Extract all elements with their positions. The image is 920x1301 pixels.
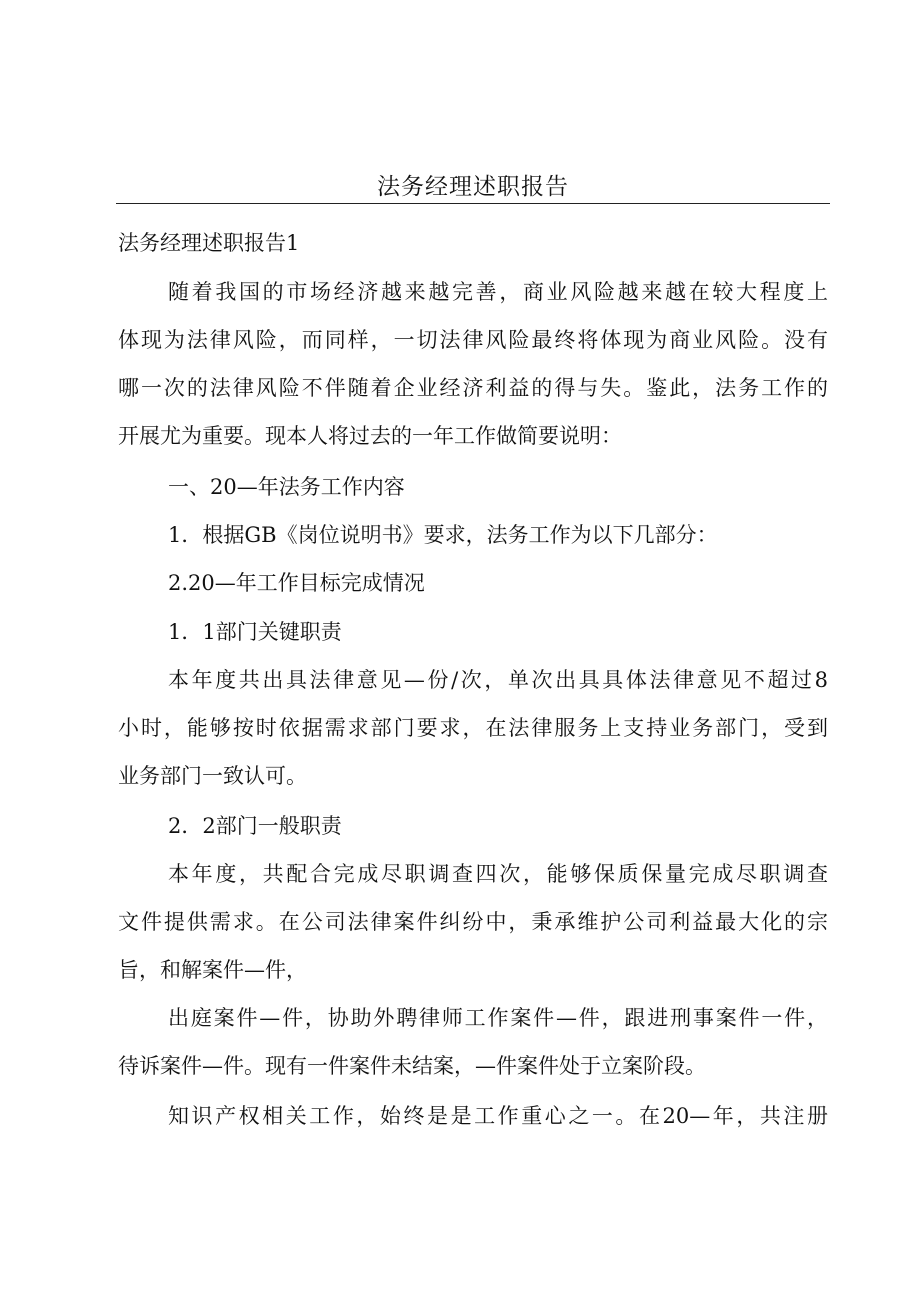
paragraph-line: 知识产权相关工作，始终是是工作重心之一。在20—年，共注册 <box>168 1104 828 1128</box>
paragraph-line: 开展尤为重要。现本人将过去的一年工作做简要说明： <box>118 424 622 448</box>
paragraph-line: 小时，能够按时依据需求部门要求，在法律服务上支持业务部门，受到 <box>118 716 828 740</box>
paragraph-line: 业务部门一致认可。 <box>118 764 307 788</box>
section-heading: 一、20—年法务工作内容 <box>168 475 405 499</box>
subsection-heading: 1．1部门关键职责 <box>168 620 342 644</box>
paragraph-line: 待诉案件—件。现有一件案件未结案，—件案件处于立案阶段。 <box>118 1054 706 1078</box>
subsection-heading: 2．2部门一般职责 <box>168 814 342 838</box>
paragraph-line: 旨，和解案件—件， <box>118 958 307 982</box>
paragraph-line: 体现为法律风险，而同样，一切法律风险最终将体现为商业风险。没有 <box>118 328 828 352</box>
document-title: 法务经理述职报告 <box>377 174 569 200</box>
paragraph-line: 随着我国的市场经济越来越完善，商业风险越来越在较大程度上 <box>168 280 828 304</box>
report-subtitle: 法务经理述职报告1 <box>118 231 300 255</box>
list-item: 2.20—年工作目标完成情况 <box>168 571 425 595</box>
paragraph-line: 出庭案件—件，协助外聘律师工作案件—件，跟进刑事案件一件， <box>168 1006 828 1030</box>
paragraph-line: 本年度，共配合完成尽职调查四次，能够保质保量完成尽职调查 <box>168 862 828 886</box>
paragraph-line: 文件提供需求。在公司法律案件纠纷中，秉承维护公司利益最大化的宗 <box>118 910 828 934</box>
list-item: 1．根据GB《岗位说明书》要求，法务工作为以下几部分： <box>168 523 718 547</box>
title-underline <box>116 203 830 204</box>
paragraph-line: 本年度共出具法律意见—份/次，单次出具具体法律意见不超过8 <box>168 668 828 692</box>
paragraph-line: 哪一次的法律风险不伴随着企业经济利益的得与失。鉴此，法务工作的 <box>118 376 828 400</box>
